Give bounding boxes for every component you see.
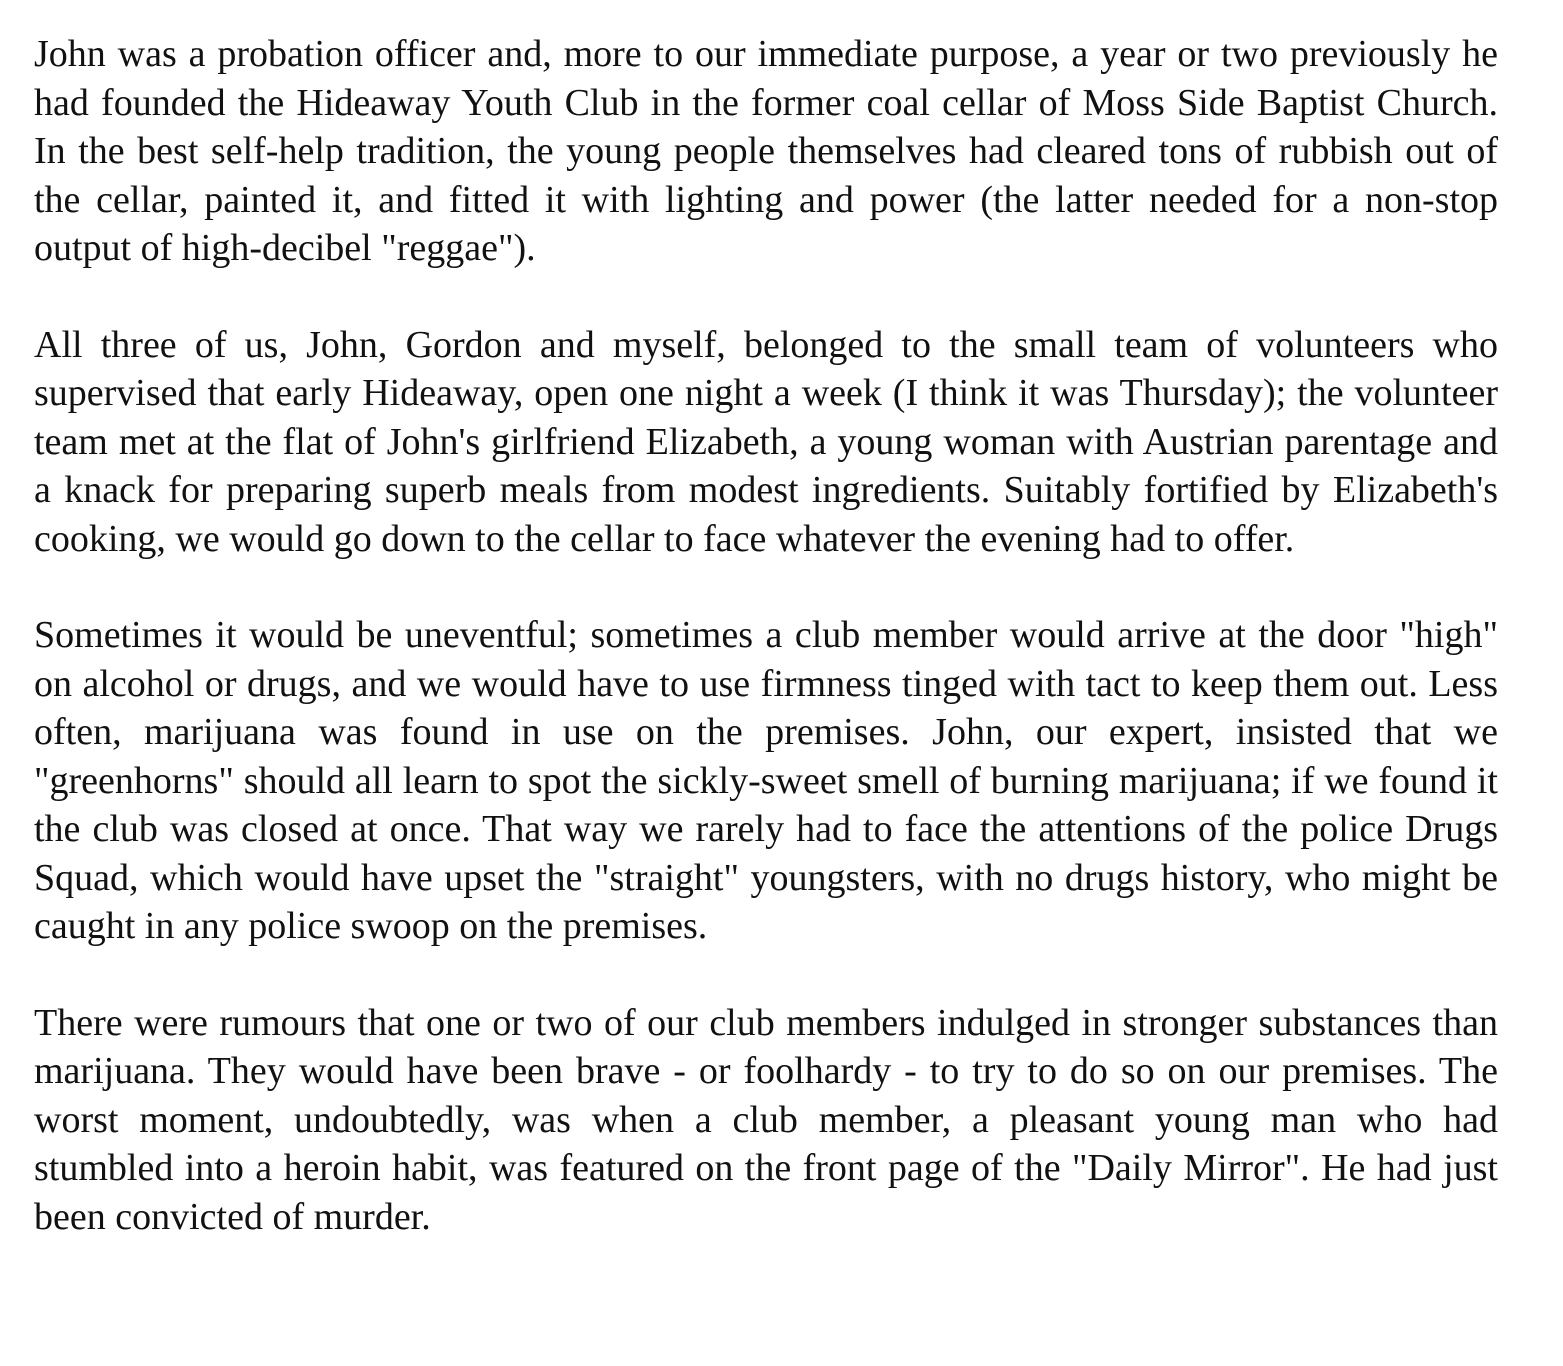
paragraph-volunteer-team: All three of us, John, Gordon and myself, belonged to the small team of volunteers who supervised that early Hideaway, open one night a week (I think it was Thursday); the volunteer team met at the flat of John's girlfriend Elizabeth, a young woman with Austrian parentage and a knack for preparing superb meals from modest ingredients. Suitably fortified by Elizabeth's cooking, we would go down to the cellar to face whatever the evening had to offer. [34, 323, 1498, 560]
paragraph-rumours: There were rumours that one or two of our club members indulged in stronger substances than marijuana. They would have been brave - or foolhardy - to try to do so on our premises. The worst moment, undoubtedly, was when a club member, a pleasant young man who had stumbled into a heroin habit, was featured on the front page of the "Daily Mirror". He had just been convicted of murder. [34, 1001, 1498, 1238]
paragraph-club-evenings: Sometimes it would be uneventful; sometimes a club member would arrive at the door "high" on alcohol or drugs, and we would have to use firmness tinged with tact to keep them out. Less often, marijuana was found in use on the premises. John, our expert, insisted that we "greenhorns" should all learn to spot the sickly-sweet smell of burning marijuana; if we found it the club was closed at once. That way we rarely had to face the attentions of the police Drugs Squad, which would have upset the "straight" youngsters, with no drugs history, who might be caught in any police swoop on the premises. [34, 614, 1498, 947]
document-page [34, 30, 1498, 1241]
paragraph-hideaway-founding: John was a probation officer and, more to our immediate purpose, a year or two previously he had founded the Hideaway Youth Club in the former coal cellar of Moss Side Baptist Church. In the best self-help tradition, the young people themselves had cleared tons of rubbish out of the cellar, painted it, and fitted it with lighting and power (the latter needed for a non-stop output of high-decibel "reggae"). [34, 33, 1498, 269]
